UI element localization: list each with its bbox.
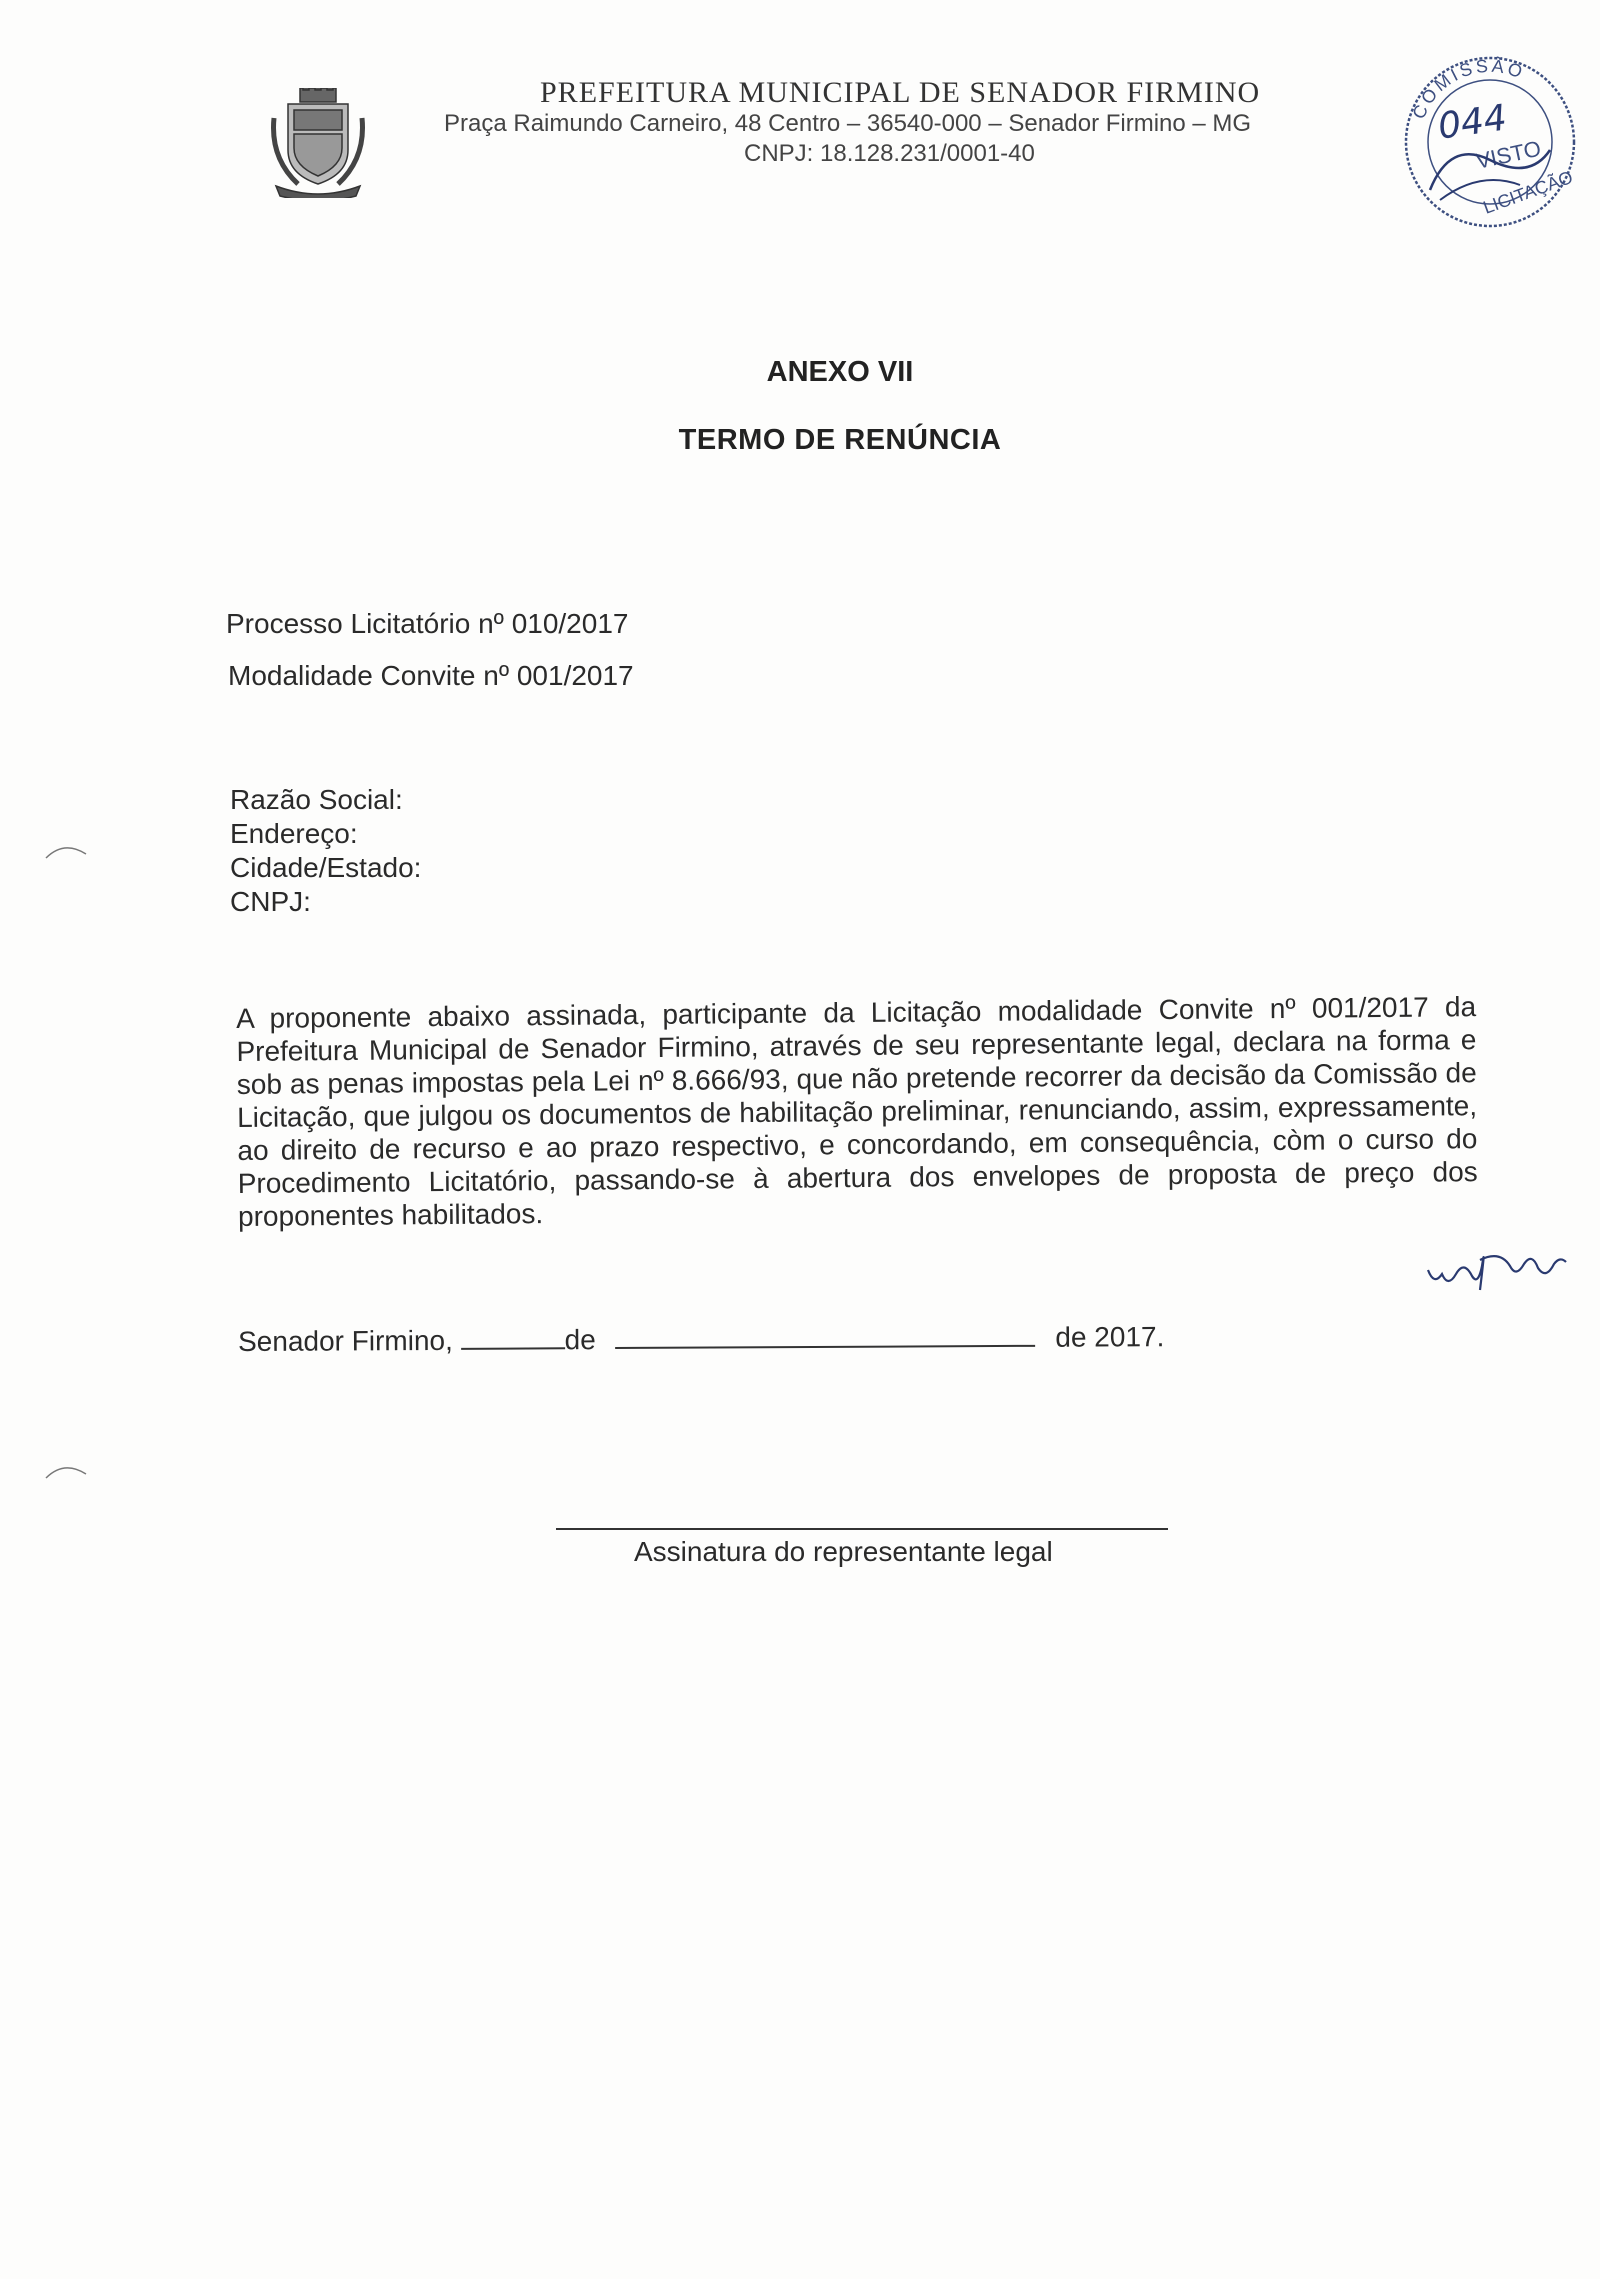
- declaration-text: A proponente abaixo assinada, participante da Licitação modalidade Convite nº 001/2017 da Prefeitura Municipal de Senador Firmino, através de seu representante legal, declara na forma e sob as penas impostas pela Lei nº 8.666/93, que não pretende recorrer da decisão da Comissão de Licitação, que julgou os documentos de habilitação preliminar, renunciando, assim, expressamente, ao direito de recurso e ao prazo respectivo, e concordando, em consequência, còm o curso do Procedimento Licitatório, passando-se à abertura dos envelopes de proposta de preço dos proponentes habilitados.: [236, 991, 1478, 1232]
- page-mark: [42, 836, 92, 866]
- signature-line[interactable]: [556, 1528, 1168, 1530]
- handwritten-initials: [1420, 1230, 1570, 1300]
- document-title: TERMO DE RENÚNCIA: [678, 424, 1002, 456]
- month-blank[interactable]: [615, 1323, 1035, 1349]
- field-company-name: Razão Social:: [230, 784, 403, 815]
- stamp-visto: VISTO: [1473, 135, 1544, 174]
- stamp-text-top: COMISSÃO: [1408, 55, 1528, 122]
- field-address: Endereço:: [230, 818, 358, 849]
- coat-of-arms-icon: [270, 88, 366, 198]
- process-number: Processo Licitatório nº 010/2017: [226, 608, 629, 639]
- date-de: de: [564, 1324, 596, 1356]
- stamp-text-bottom: LICITAÇÃO: [1480, 166, 1576, 218]
- stamp-number: 044: [1435, 97, 1510, 148]
- field-cnpj: CNPJ:: [230, 886, 311, 917]
- signature-caption: Assinatura do representante legal: [634, 1536, 1053, 1567]
- day-blank[interactable]: [461, 1325, 565, 1350]
- header-address: Praça Raimundo Carneiro, 48 Centro – 36540-000 – Senador Firmino – MG: [444, 110, 1252, 137]
- date-year: de 2017.: [1055, 1321, 1165, 1353]
- date-city: Senador Firmino,: [238, 1324, 453, 1357]
- header-cnpj: CNPJ: 18.128.231/0001-40: [744, 140, 1035, 167]
- modality-number: Modalidade Convite nº 001/2017: [228, 660, 634, 691]
- commission-stamp: [1390, 50, 1590, 230]
- header-title: PREFEITURA MUNICIPAL DE SENADOR FIRMINO: [540, 76, 1261, 109]
- page-mark: [42, 1456, 92, 1486]
- annex-title: ANEXO VII: [766, 356, 914, 388]
- date-line: [238, 1321, 1164, 1358]
- field-city-state: Cidade/Estado:: [230, 852, 422, 883]
